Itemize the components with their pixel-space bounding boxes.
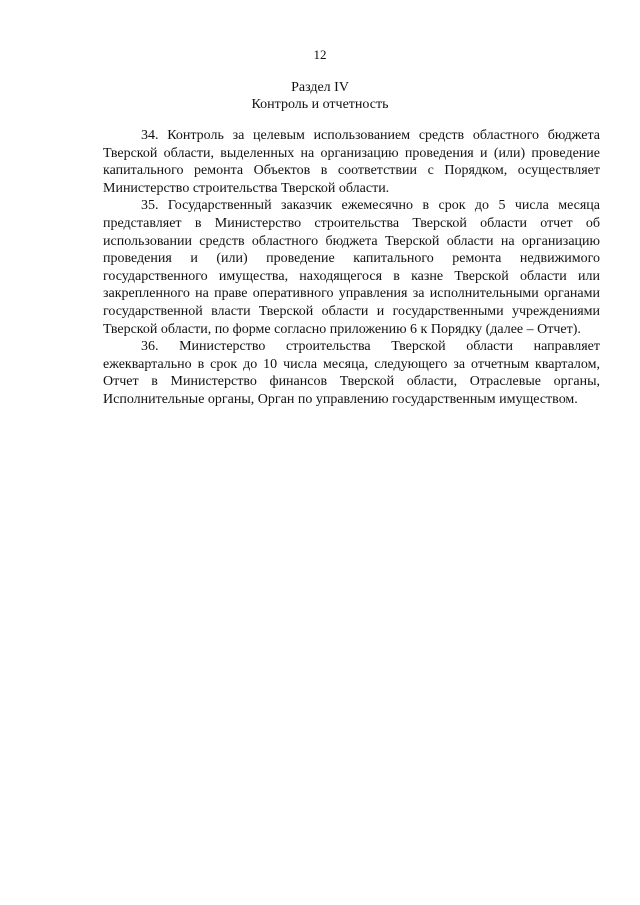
section-title: Контроль и отчетность	[251, 97, 389, 112]
document-body	[103, 127, 600, 409]
paragraph-36: 36. Министерство строительства Тверской области направляет ежеквартально в срок до 10 числа месяца, следующего за отчетным кварталом, Отчет в Министерство финансов Тверской области, Отраслевые органы, Исполнительные органы, Орган по управлению государственным имуществом.	[103, 339, 600, 407]
page-number: 12	[313, 47, 327, 62]
section-heading	[0, 79, 640, 113]
paragraph-35: 35. Государственный заказчик ежемесячно в срок до 5 числа месяца представляет в Министерство строительства Тверской области отчет об использовании средств областного бюджета Тверской области на организацию проведения и (или) проведение капитального ремонта недвижимого государственного имущества, находящегося в казне Тверской области или закрепленного на праве оперативного управления за исполнительными органами государственной власти Тверской области и государственными учреждениями Тверской области, по форме согласно приложению 6 к Порядку (далее – Отчет).	[103, 198, 600, 337]
paragraph-34: 34. Контроль за целевым использованием средств областного бюджета Тверской области, выделенных на организацию проведения и (или) проведение капитального ремонта Объектов в соответствии с Порядком, осуществляет Министерство строительства Тверской области.	[103, 128, 600, 196]
section-label: Раздел IV	[291, 80, 349, 95]
